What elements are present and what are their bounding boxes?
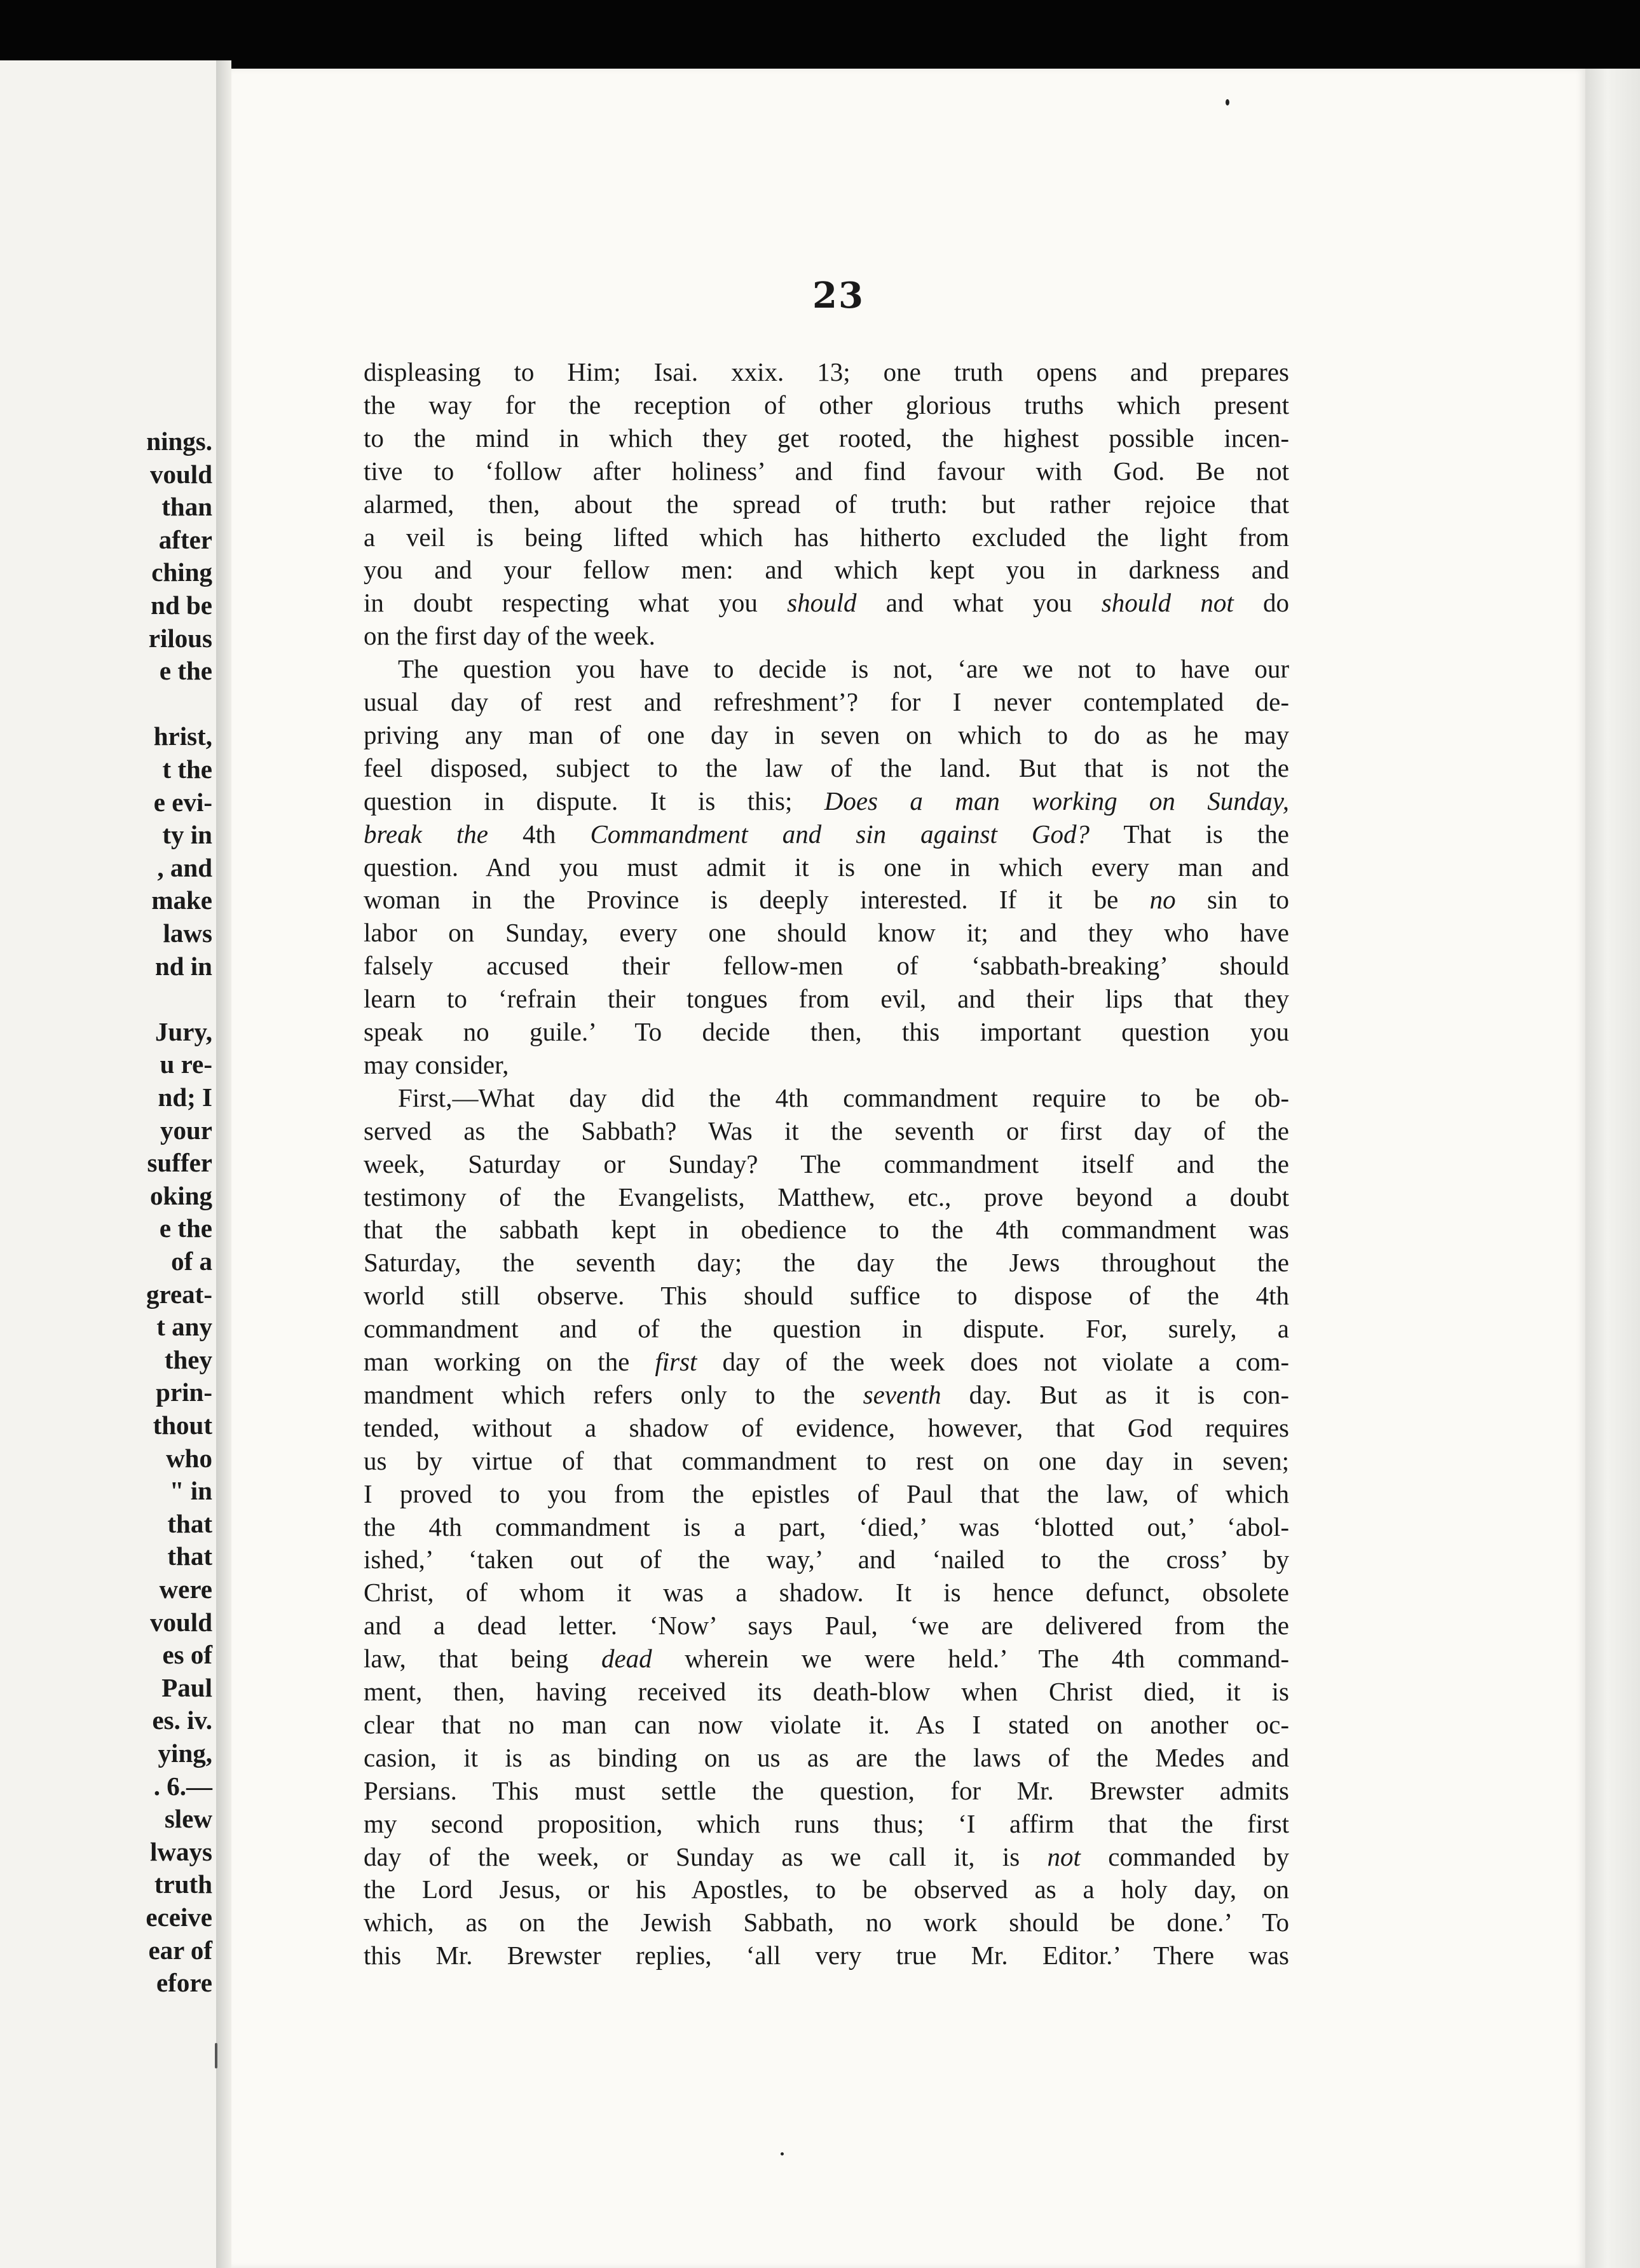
text-segment: the way for the reception of other glorious truths which present — [364, 390, 1289, 420]
facing-page-text-fragment: ching — [151, 557, 212, 587]
facing-page-text-fragment: thout — [153, 1411, 212, 1440]
page-number: 23 — [812, 275, 864, 317]
facing-page-text-fragment: rilous — [148, 623, 212, 653]
text-segment: woman in the Province is deeply interested. If it be — [364, 885, 1150, 915]
text-segment: to the mind in which they get rooted, the highest possible incen- — [364, 423, 1289, 453]
text-segment: ment, then, having received its death-blow when Christ died, it is — [364, 1677, 1289, 1706]
text-segment: falsely accused their fellow-men of ‘sabbath-breaking’ should — [364, 951, 1289, 981]
text-line — [364, 1213, 1289, 1246]
text-segment: day of the week does not violate a com- — [697, 1347, 1289, 1376]
text-line — [364, 1676, 1289, 1708]
text-segment: which, as on the Jewish Sabbath, no work should be done.’ To — [364, 1908, 1289, 1937]
facing-page-text-fragment: prin- — [156, 1377, 212, 1407]
facing-page-text-fragment: Jury, — [155, 1016, 212, 1046]
facing-page-text-fragment: nd be — [151, 591, 212, 620]
text-line — [364, 1049, 1289, 1081]
text-segment: man working on the — [364, 1347, 655, 1376]
italic-text: should — [787, 588, 857, 618]
text-segment: tive to ‘follow after holiness’ and find favour with God. Be not — [364, 456, 1289, 486]
text-line — [364, 1346, 1289, 1378]
text-segment: do — [1233, 588, 1289, 618]
text-segment: commandment and of the question in dispute. For, surely, a — [364, 1314, 1289, 1344]
facing-page-text-fragment: vould — [150, 459, 212, 489]
facing-page-text-fragment: e evi- — [153, 787, 212, 817]
facing-page-text-fragment: e the — [159, 1213, 212, 1243]
facing-page-text-fragment: lways — [150, 1836, 212, 1866]
text-segment: Christ, of whom it was a shadow. It is hence defunct, obsolete — [364, 1578, 1289, 1608]
text-line — [364, 686, 1289, 718]
text-segment: ished,’ ‘taken out of the way,’ and ‘nailed to the cross’ by — [364, 1545, 1289, 1575]
text-line — [364, 1939, 1289, 1972]
text-segment: week, Saturday or Sunday? The commandment itself and the — [364, 1149, 1289, 1178]
italic-text: dead — [601, 1644, 652, 1674]
print-speck — [1226, 99, 1229, 106]
text-segment: feel disposed, subject to the law of the land. But that is not the — [364, 753, 1289, 782]
text-segment: learn to ‘refrain their tongues from evil, and their lips that they — [364, 984, 1289, 1014]
facing-page-text-fragment: nd in — [154, 951, 212, 981]
facing-page-text-fragment: efore — [156, 1968, 212, 1998]
facing-page-text-fragment: after — [158, 524, 212, 554]
text-line — [364, 1181, 1289, 1213]
text-segment: may consider, — [364, 1049, 509, 1079]
facing-page-text-fragment: of a — [171, 1247, 212, 1276]
text-line — [364, 884, 1289, 916]
text-line — [364, 1643, 1289, 1675]
text-line — [364, 455, 1289, 488]
text-line — [364, 1841, 1289, 1873]
text-line — [364, 1478, 1289, 1510]
text-line — [364, 1609, 1289, 1642]
text-line — [364, 917, 1289, 949]
text-segment: and a dead letter. ‘Now’ says Paul, ‘we are delivered from the — [364, 1611, 1289, 1641]
text-segment: us by virtue of that commandment to rest on one day in seven; — [364, 1445, 1289, 1475]
italic-text: break the — [364, 819, 488, 849]
text-segment: day of the week, or Sunday as we call it, is — [364, 1841, 1048, 1871]
text-line — [364, 422, 1289, 454]
text-line — [364, 554, 1289, 586]
facing-page-text-fragment: ear of — [148, 1935, 212, 1965]
italic-text: not — [1047, 1841, 1081, 1871]
facing-page-text-fragment: vould — [150, 1607, 212, 1637]
text-line — [364, 1808, 1289, 1840]
facing-page-text-fragment: e the — [159, 656, 212, 686]
text-segment: priving any man of one day in seven on which to do as he may — [364, 720, 1289, 749]
italic-text: should not — [1101, 588, 1234, 618]
text-segment: the 4th commandment is a part, ‘died,’ was ‘blotted out,’ ‘abol- — [364, 1512, 1289, 1541]
text-line — [364, 818, 1289, 850]
print-speck — [215, 2043, 217, 2068]
text-line — [364, 1543, 1289, 1576]
italic-text: Commandment and sin against God? — [590, 819, 1090, 849]
text-segment: tended, without a shadow of evidence, however, that God requires — [364, 1412, 1289, 1442]
text-line — [364, 620, 1289, 652]
facing-page-text-fragment: were — [159, 1575, 212, 1604]
text-line — [364, 1247, 1289, 1279]
text-line — [364, 1016, 1289, 1048]
text-segment: Persians. This must settle the question, for Mr. Brewster admits — [364, 1775, 1289, 1805]
text-line — [364, 1906, 1289, 1939]
text-line — [364, 1576, 1289, 1609]
text-segment: served as the Sabbath? Was it the seventh or first day of the — [364, 1116, 1289, 1145]
facing-page-text-fragment: suffer — [147, 1148, 212, 1178]
facing-page-text-fragment: t any — [156, 1312, 212, 1342]
facing-page-text-fragment: who — [166, 1443, 212, 1473]
text-segment: speak no guile.’ To decide then, this important question you — [364, 1017, 1289, 1046]
facing-page-text-fragment: than — [161, 492, 212, 522]
facing-page-text-fragment: . 6.— — [153, 1771, 212, 1801]
facing-page-text-fragment: that — [167, 1541, 212, 1571]
text-line — [364, 1082, 1289, 1114]
text-segment: question in dispute. It is this; — [364, 786, 824, 816]
text-line — [364, 983, 1289, 1015]
facing-page-text-fragment: es of — [162, 1640, 212, 1670]
text-segment: 4th — [488, 819, 591, 849]
text-line — [364, 1280, 1289, 1312]
facing-page-text-fragment: make — [151, 885, 212, 915]
text-line — [364, 752, 1289, 784]
facing-page-text-fragment: great- — [146, 1279, 212, 1309]
facing-page-text-fragment: they — [164, 1344, 212, 1374]
text-segment: world still observe. This should suffice to dispose of the 4th — [364, 1281, 1289, 1311]
text-line — [364, 1445, 1289, 1477]
text-line — [364, 521, 1289, 554]
text-segment: that the sabbath kept in obedience to the 4th commandment was — [364, 1215, 1289, 1245]
text-segment: usual day of rest and refreshment’? for I never contemplated de- — [364, 687, 1289, 716]
facing-page-fragment — [0, 60, 216, 2268]
text-segment: and what you — [856, 588, 1102, 618]
text-segment: alarmed, then, about the spread of truth: but rather rejoice that — [364, 489, 1289, 519]
text-segment: this Mr. Brewster replies, ‘all very true Mr. Editor.’ There was — [364, 1941, 1289, 1971]
italic-text: seventh — [863, 1379, 941, 1409]
facing-page-text-fragment: hrist, — [153, 721, 212, 751]
text-line — [364, 389, 1289, 421]
text-segment: casion, it is as binding on us as are the laws of the Medes and — [364, 1742, 1289, 1772]
text-segment: on the first day of the week. — [364, 621, 655, 651]
text-segment: wherein we were held.’ The 4th command- — [652, 1644, 1290, 1674]
text-line — [364, 1412, 1289, 1444]
text-segment: commanded by — [1080, 1841, 1289, 1871]
book-gutter — [216, 60, 231, 2268]
text-line — [364, 950, 1289, 982]
facing-page-text-fragment: nings. — [146, 427, 212, 456]
text-segment: displeasing to Him; Isai. xxix. 13; one truth opens and prepares — [364, 357, 1289, 386]
facing-page-text-fragment: that — [167, 1508, 212, 1538]
text-segment: labor on Sunday, every one should know it; and they who have — [364, 918, 1289, 948]
facing-page-text-fragment: oking — [150, 1180, 212, 1210]
print-speck — [781, 2152, 784, 2155]
text-segment: First,—What day did the 4th commandment require to be ob- — [398, 1083, 1289, 1112]
facing-page-text-fragment: es. iv. — [152, 1705, 212, 1735]
page-edge — [1585, 69, 1640, 2268]
text-line — [364, 1873, 1289, 1906]
text-segment: the Lord Jesus, or his Apostles, to be observed as a holy day, on — [364, 1875, 1289, 1904]
text-line — [364, 1511, 1289, 1543]
facing-page-text-fragment: t the — [162, 755, 212, 784]
italic-text: no — [1149, 885, 1176, 915]
text-segment: my second proposition, which runs thus; ‘I affirm that the first — [364, 1808, 1289, 1838]
italic-text: first — [655, 1347, 697, 1376]
text-line — [364, 356, 1289, 388]
text-line — [364, 851, 1289, 884]
text-line — [364, 1115, 1289, 1147]
text-line — [364, 1775, 1289, 1807]
facing-page-text-fragment: eceive — [146, 1903, 212, 1932]
facing-page-text-fragment: ty in — [162, 820, 212, 850]
facing-page-text-fragment: " in — [169, 1476, 212, 1506]
text-segment: clear that no man can now violate it. As I stated on another oc- — [364, 1709, 1289, 1739]
facing-page-text-fragment: truth — [154, 1869, 212, 1899]
facing-page-text-fragment: slew — [164, 1804, 212, 1834]
text-line — [364, 1313, 1289, 1345]
text-line — [364, 785, 1289, 817]
facing-page-text-fragment: nd; I — [158, 1083, 212, 1112]
text-line — [364, 1742, 1289, 1774]
italic-text: Does a man working on Sunday, — [824, 786, 1289, 816]
text-segment: in doubt respecting what you — [364, 588, 788, 618]
text-line — [364, 587, 1289, 619]
text-segment: law, that being — [364, 1644, 601, 1674]
text-line — [364, 1709, 1289, 1741]
text-segment: I proved to you from the epistles of Paul that the law, of which — [364, 1479, 1289, 1508]
text-line — [364, 1148, 1289, 1180]
text-line — [364, 653, 1289, 685]
facing-page-text-fragment: laws — [163, 919, 212, 948]
text-segment: question. And you must admit it is one in which every man and — [364, 852, 1289, 882]
text-segment: day. But as it is con- — [941, 1379, 1289, 1409]
text-segment: mandment which refers only to the — [364, 1379, 863, 1409]
facing-page-text-fragment: your — [160, 1115, 212, 1145]
text-segment: Saturday, the seventh day; the day the Jews throughout the — [364, 1248, 1289, 1278]
text-segment: you and your fellow men: and which kept you in darkness and — [364, 555, 1289, 585]
facing-page-text-fragment: Paul — [161, 1672, 212, 1702]
facing-page-text-fragment: , and — [157, 852, 212, 882]
text-segment: The question you have to decide is not, ‘are we not to have our — [398, 654, 1289, 684]
text-segment: testimony of the Evangelists, Matthew, etc., prove beyond a doubt — [364, 1182, 1289, 1212]
text-segment: a veil is being lifted which has hitherto excluded the light from — [364, 522, 1289, 552]
text-line — [364, 1379, 1289, 1411]
facing-page-text-fragment: u re- — [160, 1049, 212, 1079]
text-segment: That is the — [1090, 819, 1289, 849]
text-line — [364, 719, 1289, 751]
text-segment: sin to — [1175, 885, 1289, 915]
text-line — [364, 488, 1289, 521]
facing-page-text-fragment: ying, — [158, 1739, 212, 1768]
